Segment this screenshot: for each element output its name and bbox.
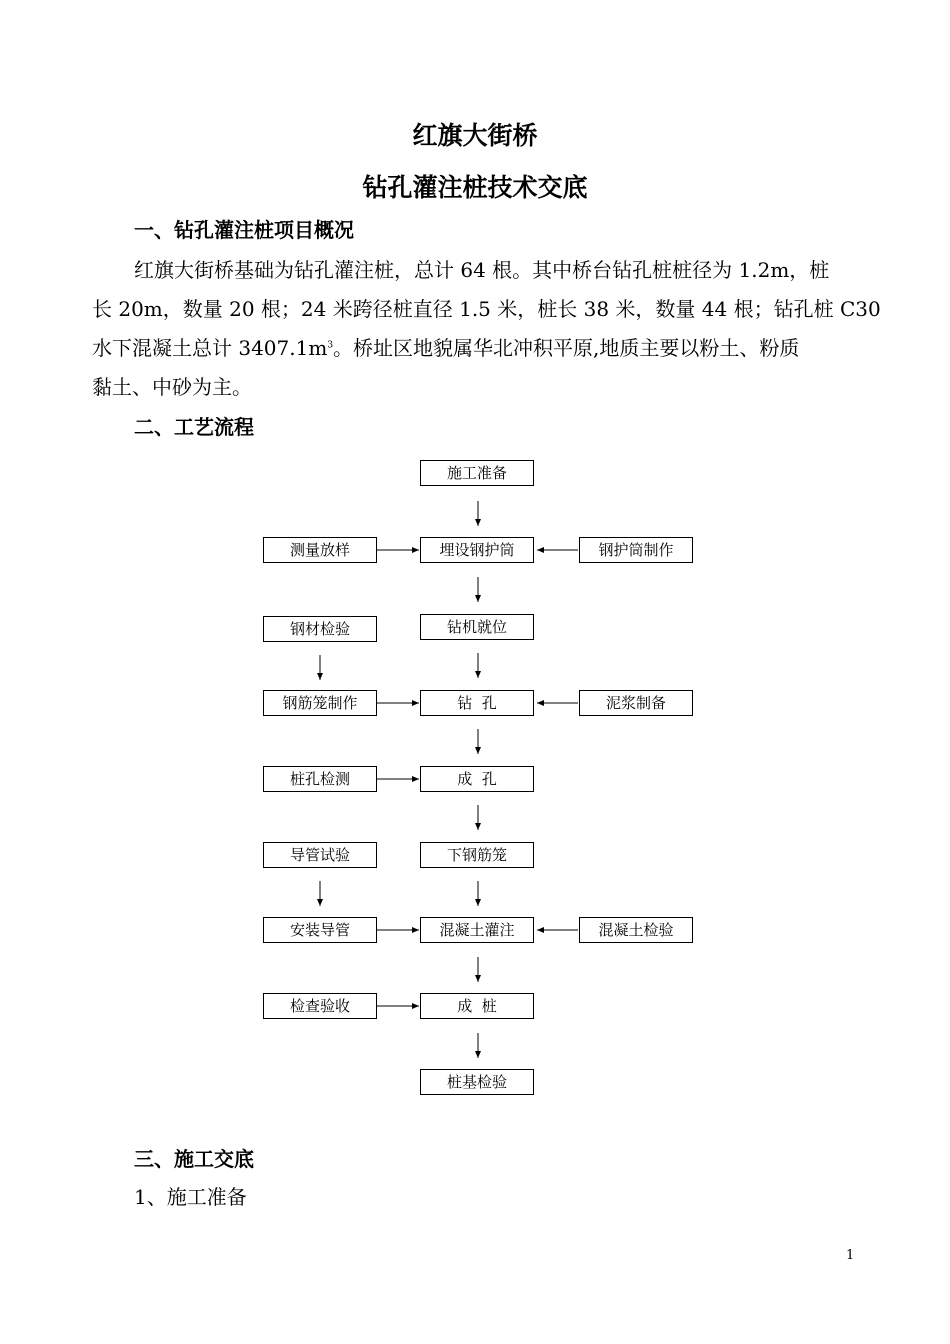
document-title: 红旗大街桥 (412, 121, 538, 150)
flow-box-lower-cage: 下钢筋笼 (420, 842, 534, 868)
flow-box-acceptance: 检查验收 (263, 993, 377, 1019)
flow-box-cage-fabrication: 钢筋笼制作 (263, 690, 377, 716)
flow-box-install-tube: 安装导管 (263, 917, 377, 943)
flow-box-pile-inspection: 桩基检验 (420, 1069, 534, 1095)
cubic-superscript: 3 (327, 340, 334, 351)
page-number: 1 (846, 1248, 855, 1263)
overview-line-4: 黏土、中砂为主。 (92, 375, 252, 399)
overview-line-1: 红旗大街桥基础为钻孔灌注桩，总计 64 根。其中桥台钻孔桩桩径为 1.2m，桩 (134, 258, 830, 282)
overview-line-3b: 。桥址区地貌属华北冲积平原,地质主要以粉土、粉质 (333, 336, 800, 360)
flow-box-hole-formed: 成 孔 (420, 766, 534, 792)
flow-box-survey-layout: 测量放样 (263, 537, 377, 563)
section-heading-process: 二、工艺流程 (134, 415, 254, 439)
overview-line-3a: 水下混凝土总计 3407.1m (92, 336, 328, 360)
section-heading-construction: 三、施工交底 (134, 1147, 254, 1171)
flow-box-hole-check: 桩孔检测 (263, 766, 377, 792)
flow-box-mud-preparation: 泥浆制备 (579, 690, 693, 716)
flow-box-pile-formed: 成 桩 (420, 993, 534, 1019)
flow-box-steel-inspection: 钢材检验 (263, 616, 377, 642)
flow-box-rig-positioning: 钻机就位 (420, 614, 534, 640)
flow-box-concrete-test: 混凝土检验 (579, 917, 693, 943)
document-subtitle: 钻孔灌注桩技术交底 (362, 173, 588, 202)
flow-box-tube-test: 导管试验 (263, 842, 377, 868)
flow-box-construction-prep: 施工准备 (420, 460, 534, 486)
flow-box-casing-fabrication: 钢护筒制作 (579, 537, 693, 563)
overview-line-2: 长 20m，数量 20 根；24 米跨径桩直径 1.5 米，桩长 38 米，数量 44 根；钻孔桩 C30 (92, 297, 881, 321)
flow-box-drilling: 钻 孔 (420, 690, 534, 716)
subsection-construction-prep: 1、施工准备 (134, 1185, 247, 1209)
flow-box-concrete-pour: 混凝土灌注 (420, 917, 534, 943)
flow-box-bury-casing: 埋设钢护筒 (420, 537, 534, 563)
section-heading-overview: 一、钻孔灌注桩项目概况 (134, 218, 354, 242)
